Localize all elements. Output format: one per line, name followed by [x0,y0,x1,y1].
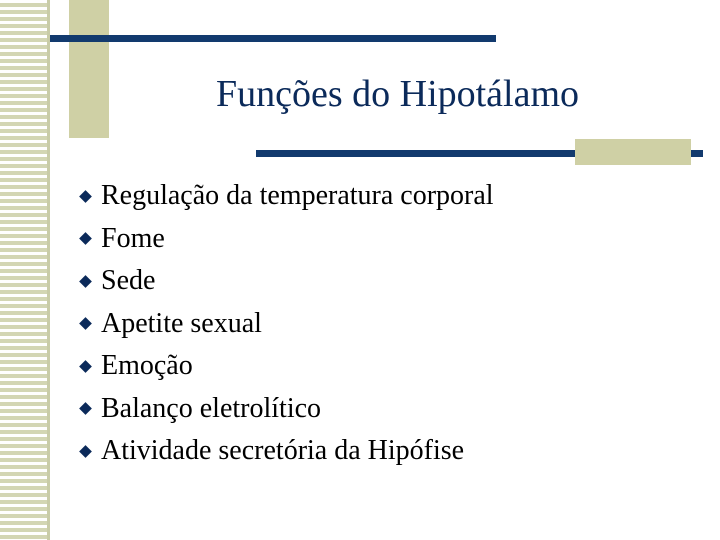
diamond-bullet-icon [79,275,92,288]
slide-title: Funções do Hipotálamo [215,73,580,115]
list-item-text: Fome [101,222,165,254]
list-item-text: Regulação da temperatura corporal [101,180,494,212]
list-item [78,430,494,473]
list-item [78,218,494,261]
diamond-bullet-icon [79,317,92,330]
list-item [78,388,494,431]
decorative-block-bottom [575,139,691,165]
bullet-list [78,175,494,473]
list-item [78,175,494,218]
diamond-bullet-icon [79,232,92,245]
list-item-text: Sede [101,265,156,297]
decorative-stripes [0,0,50,540]
diamond-bullet-icon [79,360,92,373]
list-item [78,345,494,388]
list-item-text: Atividade secretória da Hipófise [101,435,465,467]
diamond-bullet-icon [79,445,92,458]
decorative-block-top [69,0,109,138]
list-item [78,303,494,346]
diamond-bullet-icon [79,190,92,203]
list-item-text: Emoção [101,350,193,382]
list-item-text: Apetite sexual [101,307,262,339]
list-item [78,260,494,303]
decorative-bar-top [50,35,496,42]
list-item-text: Balanço eletrolítico [101,392,322,424]
diamond-bullet-icon [79,402,92,415]
